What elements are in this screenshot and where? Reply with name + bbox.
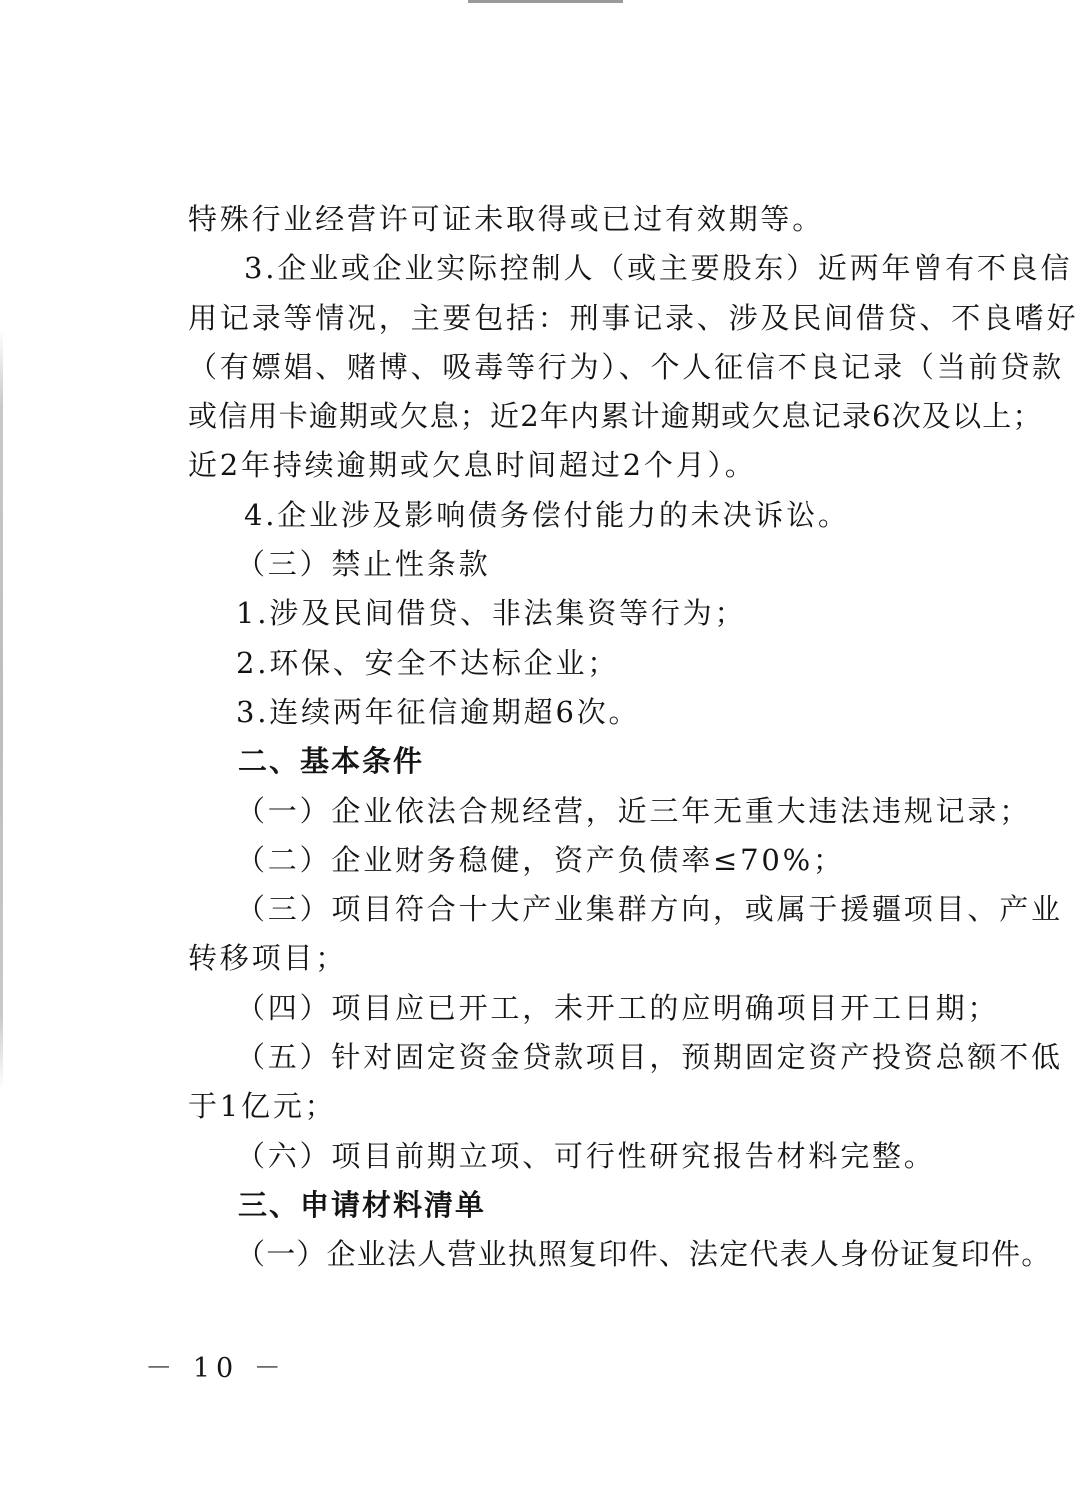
body-text-line: （有嫖娼、赌博、吸毒等行为）、个人征信不良记录（当前贷款	[188, 349, 1064, 384]
body-text-line: 特殊行业经营许可证未取得或已过有效期等。	[188, 202, 825, 236]
section-heading-basic-conditions: 二、基本条件	[238, 744, 425, 779]
condition-item-2: （二）企业财务稳健，资产负债率≤70%；	[236, 842, 845, 877]
condition-item-3: （三）项目符合十大产业集群方向，或属于援疆项目、产业	[236, 892, 1063, 927]
list-item-4: 4.企业涉及影响债务偿付能力的未决诉讼。	[244, 497, 850, 532]
materials-item-1: （一）企业法人营业执照复印件、法定代表人身份证复印件。	[236, 1237, 1052, 1272]
condition-item-6: （六）项目前期立项、可行性研究报告材料完整。	[236, 1138, 936, 1173]
subsection-heading-prohibitions: （三）禁止性条款	[236, 547, 491, 582]
scan-top-edge-mark	[468, 0, 623, 3]
prohibition-item-1: 1.涉及民间借贷、非法集资等行为；	[236, 596, 747, 631]
body-text-line: 近2年持续逾期或欠息时间超过2个月）。	[188, 448, 757, 483]
document-body	[188, 195, 1079, 1280]
body-text-line: 用记录等情况，主要包括：刑事记录、涉及民间借贷、不良嗜好	[188, 300, 1079, 335]
section-heading-application-materials: 三、申请材料清单	[238, 1187, 487, 1222]
prohibition-item-3: 3.连续两年征信逾期超6次。	[236, 694, 641, 729]
body-text-line: 或信用卡逾期或欠息；近2年内累计逾期或欠息记录6次及以上；	[188, 399, 1043, 434]
body-text-line: 转移项目；	[188, 941, 348, 976]
condition-item-5: （五）针对固定资金贷款项目，预期固定资产投资总额不低	[236, 1040, 1063, 1075]
list-item-3-line: 3.企业或企业实际控制人（或主要股东）近两年曾有不良信	[244, 251, 1073, 286]
condition-item-1: （一）企业依法合规经营，近三年无重大违法违规记录；	[236, 793, 1032, 828]
body-text-line: 于1亿元；	[188, 1089, 337, 1124]
scan-left-edge-shadow	[0, 330, 3, 1090]
prohibition-item-2: 2.环保、安全不达标企业；	[236, 645, 620, 680]
page-number: － 10 －	[145, 1353, 287, 1384]
condition-item-4: （四）项目应已开工，未开工的应明确项目开工日期；	[236, 990, 1000, 1025]
